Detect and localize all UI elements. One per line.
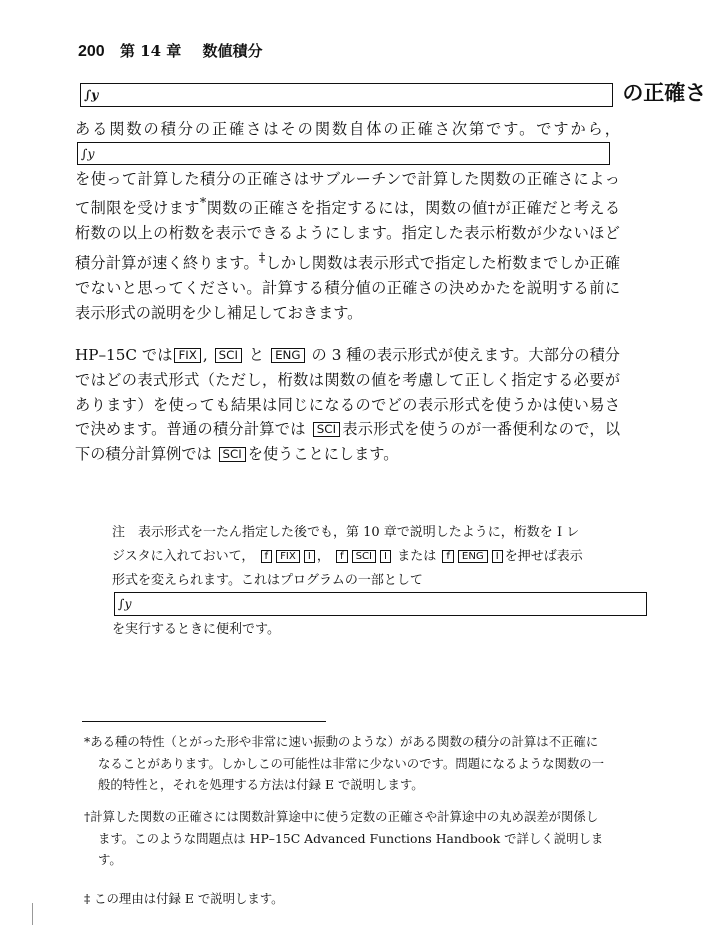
- note-text-c: を実行するときに便利です。: [112, 622, 280, 638]
- integrate-key: ∫y: [80, 83, 613, 107]
- f-key: f: [261, 550, 273, 563]
- note-text-a: 注 表示形式を一たん指定した後でも，第 10 章で説明したように，桁数を I レジスタに入れておいて，: [112, 525, 580, 564]
- sci-key: SCI: [313, 422, 340, 437]
- chapter-title: 数値積分: [202, 42, 263, 60]
- paragraph-accuracy: [75, 117, 620, 326]
- note-mataha: または: [397, 548, 437, 564]
- footnote-star-mark: *: [84, 734, 91, 749]
- sci-key: SCI: [352, 550, 376, 563]
- integrate-key: ∫y: [114, 592, 647, 616]
- footnote-ddagger-text: この理由は付録 E で説明します。: [94, 891, 284, 906]
- chapter-label: 第 14 章: [119, 42, 182, 60]
- integrate-key: ∫y: [77, 142, 610, 166]
- f-key: f: [336, 550, 348, 563]
- i-key: I: [304, 550, 315, 563]
- footnote-dagger-text: 計算した関数の正確さには関数計算途中に使う定数の正確さや計算途中の丸め誤差が関係します。このような問題点は HP–15C Advanced Functions Handbook で詳しく説明します。: [90, 809, 604, 867]
- footnote-mark-dagger: †: [487, 199, 496, 218]
- note-sep: ，: [316, 548, 330, 564]
- sci-key: SCI: [219, 447, 246, 462]
- f-key: f: [442, 550, 454, 563]
- sci-key: SCI: [215, 348, 242, 363]
- footnote-dagger-mark: †: [84, 809, 91, 824]
- comma: ,: [202, 346, 208, 364]
- fix-key: FIX: [276, 550, 300, 563]
- p2-text-c: 表示形式を使うのが一番便利なので，以下の積分計算例では: [75, 420, 621, 464]
- footnote-mark-ddagger: ‡: [258, 250, 266, 266]
- note-box: [112, 521, 590, 642]
- footnote-ddagger-mark: ‡: [84, 891, 91, 906]
- p1-text-d: が正確だと考える桁数の以上の桁数を表示できるようにします。指定した表示桁数が少ないほど積分計算が速く終ります。: [75, 199, 621, 273]
- i-key: I: [492, 550, 503, 563]
- footnote-star-text: ある種の特性（とがった形や非常に速い振動のような）がある関数の積分の計算は不正確になることがあります。しかしこの可能性は非常に少ないのです。問題になるような関数の一般的特性と，それを処理する方法は付録 E で説明します。: [90, 734, 605, 792]
- eng-key: ENG: [458, 550, 488, 563]
- footnote-star: [84, 731, 609, 796]
- footnote-dagger: [84, 806, 609, 871]
- eng-key: ENG: [271, 348, 305, 363]
- conj-to: と: [248, 346, 265, 364]
- i-key: I: [380, 550, 391, 563]
- fix-key: FIX: [174, 348, 200, 363]
- footnote-mark-star: *: [199, 195, 207, 211]
- page-number: 200: [78, 43, 105, 60]
- paragraph-display-format: [75, 343, 620, 467]
- p1-text-e: しかし関数は表示形式で指定した桁数までしか正確でないと思ってください。計算する積分値の正確さの決めかたを説明する前に表示形式の説明を少し補足しておきます。: [75, 254, 621, 322]
- p1-text-c: 関数の正確さを指定するには，関数の値: [206, 199, 488, 218]
- section-title-text: の正確さ: [622, 80, 707, 105]
- note-text-b: を押せば表示形式を変えられます。これはプログラムの一部として: [112, 548, 583, 588]
- p1-text-b: を使って計算した積分の正確さはサブルーチンで計算した関数の正確さによって制限を受けます: [75, 169, 620, 218]
- footnote-ddagger: [84, 888, 609, 910]
- running-header: [78, 40, 263, 61]
- section-title: [78, 77, 706, 107]
- scan-artifact: [32, 903, 33, 925]
- footnote-rule: [82, 721, 326, 722]
- p2-text-b: の 3 種の表示形式が使えます。大部分の積分ではどの表式形式（ただし，桁数は関数の値を考慮して正しく指定する必要があります）を使っても結果は同じになるのでどの表示形式を使うかは使い易さで決めます。普通の積分計算では: [75, 346, 620, 439]
- p2-text-d: を使うことにします。: [247, 445, 399, 464]
- p1-text-a: ある関数の積分の正確さはその関数自体の正確さ次第です。ですから，: [75, 120, 620, 138]
- p2-text-a: HP–15C では: [75, 346, 173, 364]
